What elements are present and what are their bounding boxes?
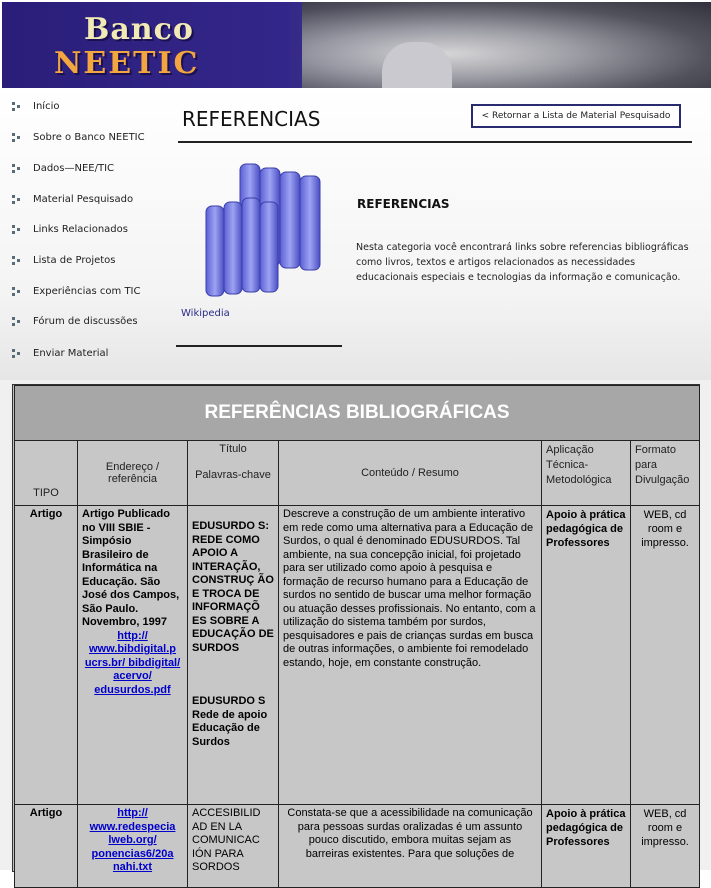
- nav-item-dados[interactable]: [12, 160, 114, 176]
- nav-label: Fórum de discussões: [33, 315, 138, 327]
- nav-label: Material Pesquisado: [33, 193, 134, 205]
- cell-aplicacao: Apoio à prática pedagógica de Professores: [542, 805, 631, 888]
- header-aplicacao: Aplicação Técnica-Metodológica: [542, 441, 631, 506]
- logo-line-1: Banco: [84, 12, 194, 47]
- cell-tipo: Artigo: [15, 506, 78, 805]
- bullet-icon: [12, 163, 24, 173]
- section-description: Nesta categoria você encontrará links sobre referencias bibliográficas como livros, textos e artigos relacionados as necessidades educacionais especiais e tecnologias da informação e comunicação.: [356, 242, 689, 283]
- nav-label: Dados—NEE/TIC: [33, 162, 115, 174]
- cell-referencia: [78, 805, 188, 888]
- cell-formato: WEB, cd room e impresso.: [631, 805, 700, 888]
- table-header-row: [15, 441, 700, 506]
- header-titulo: Título: [219, 443, 247, 455]
- table-title: REFERÊNCIAS BIBLIOGRÁFICAS: [15, 386, 700, 441]
- nav-label: Lista de Projetos: [33, 254, 116, 266]
- nav-label: Links Relacionados: [33, 223, 128, 235]
- bullet-icon: [12, 348, 24, 358]
- cell-conteudo: Constata-se que a acessibilidade na comunicação para pessoas surdas oralizadas é um assunto pouco discutido, embora muitas sejam as barreiras existentes. Para que soluções de: [279, 805, 542, 888]
- cell-tipo: Artigo: [15, 805, 78, 888]
- return-button[interactable]: < Retornar a Lista de Material Pesquisado: [471, 104, 681, 128]
- banner-photo-detail: [382, 42, 452, 88]
- header-palavras: Palavras-chave: [195, 469, 271, 481]
- bullet-icon: [12, 101, 24, 111]
- nav-item-material[interactable]: [12, 191, 133, 207]
- bullet-icon: [12, 224, 24, 234]
- banner-photo: [302, 2, 711, 88]
- nav-item-links[interactable]: [12, 221, 128, 237]
- header-formato: Formato para Divulgação: [631, 441, 700, 506]
- nav-label: Sobre o Banco NEETIC: [33, 131, 145, 143]
- header-conteudo: Conteúdo / Resumo: [279, 441, 542, 506]
- cell-conteudo: Descreve a construção de um ambiente interativo em rede como uma alternativa para a Educação de Surdos, o qual é denominado EDUSURDOS. Tal ambiente, na sua concepção inicial, foi projetado para ser utilizado como apoio à pesquisa e formação de recurso humano para a Educação de surdos no sentido de buscar uma melhor formação ou atuação desses profissionais. No entanto, com a utilização do sistema também por surdos, pesquisadores e pais de crianças surdas em busca de outras informações, o ambiente foi remodelado estando, hoje, em constante construção.: [279, 506, 542, 805]
- cell-aplicacao: Apoio à prática pedagógica de Professores: [542, 506, 631, 805]
- nav-label: Enviar Material: [33, 347, 109, 359]
- bullet-icon: [12, 316, 24, 326]
- nav-item-inicio[interactable]: [12, 98, 59, 114]
- nav-item-enviar[interactable]: [12, 345, 108, 361]
- nav-item-projetos[interactable]: [12, 252, 116, 268]
- nav-item-forum[interactable]: [12, 313, 138, 329]
- nav-item-experiencias[interactable]: [12, 283, 141, 299]
- title-text: EDUSURDO S: REDE COMO APOIO A INTERAÇÃO, CONSTRUÇ ÃO E TROCA DE INFORMAÇÕ ES SOBRE A EDUCAÇÃO DE SURDOS: [192, 520, 274, 654]
- divider: [176, 345, 342, 347]
- header-tipo: TIPO: [15, 441, 78, 506]
- bullet-icon: [12, 194, 24, 204]
- table-row: [15, 506, 700, 805]
- header-banner: [2, 2, 711, 88]
- books-icon: [204, 158, 332, 298]
- cell-formato: WEB, cd room e impresso.: [631, 506, 700, 805]
- nav-item-sobre[interactable]: [12, 129, 145, 145]
- nav-label: Início: [33, 100, 60, 112]
- section-title: REFERENCIAS: [357, 197, 450, 211]
- header-titulo-cell: [188, 441, 279, 506]
- bullet-icon: [12, 132, 24, 142]
- cell-titulo: [188, 506, 279, 805]
- image-caption[interactable]: Wikipedia: [181, 308, 230, 319]
- header-endereco: Endereço / referência: [78, 441, 188, 506]
- cell-referencia: [78, 506, 188, 805]
- bullet-icon: [12, 286, 24, 296]
- bullet-icon: [12, 255, 24, 265]
- divider: [178, 141, 692, 143]
- nav-label: Experiências com TIC: [33, 285, 141, 297]
- cell-titulo: ACCESIBILID AD EN LA COMUNICAC IÓN PARA SORDOS: [188, 805, 279, 888]
- references-table: [14, 385, 700, 888]
- reference-text: Artigo Publicado no VIII SBIE - Simpósio Brasileiro de Informática na Educação. São José dos Campos, São Paulo. Novembro, 1997: [82, 508, 180, 628]
- page-title: REFERENCIAS: [182, 107, 321, 131]
- reference-link[interactable]: http:// www.redespecia lweb.org/ ponencias6/20a nahi.txt: [89, 807, 176, 873]
- table-row: [15, 805, 700, 888]
- logo-line-2: NEETIC: [54, 46, 200, 81]
- keywords-text: EDUSURDO S Rede de apoio Educação de Surdos: [192, 695, 268, 748]
- reference-link[interactable]: http:// www.bibdigital.p ucrs.br/ bibdigital/ acervo/ edusurdos.pdf: [84, 629, 181, 696]
